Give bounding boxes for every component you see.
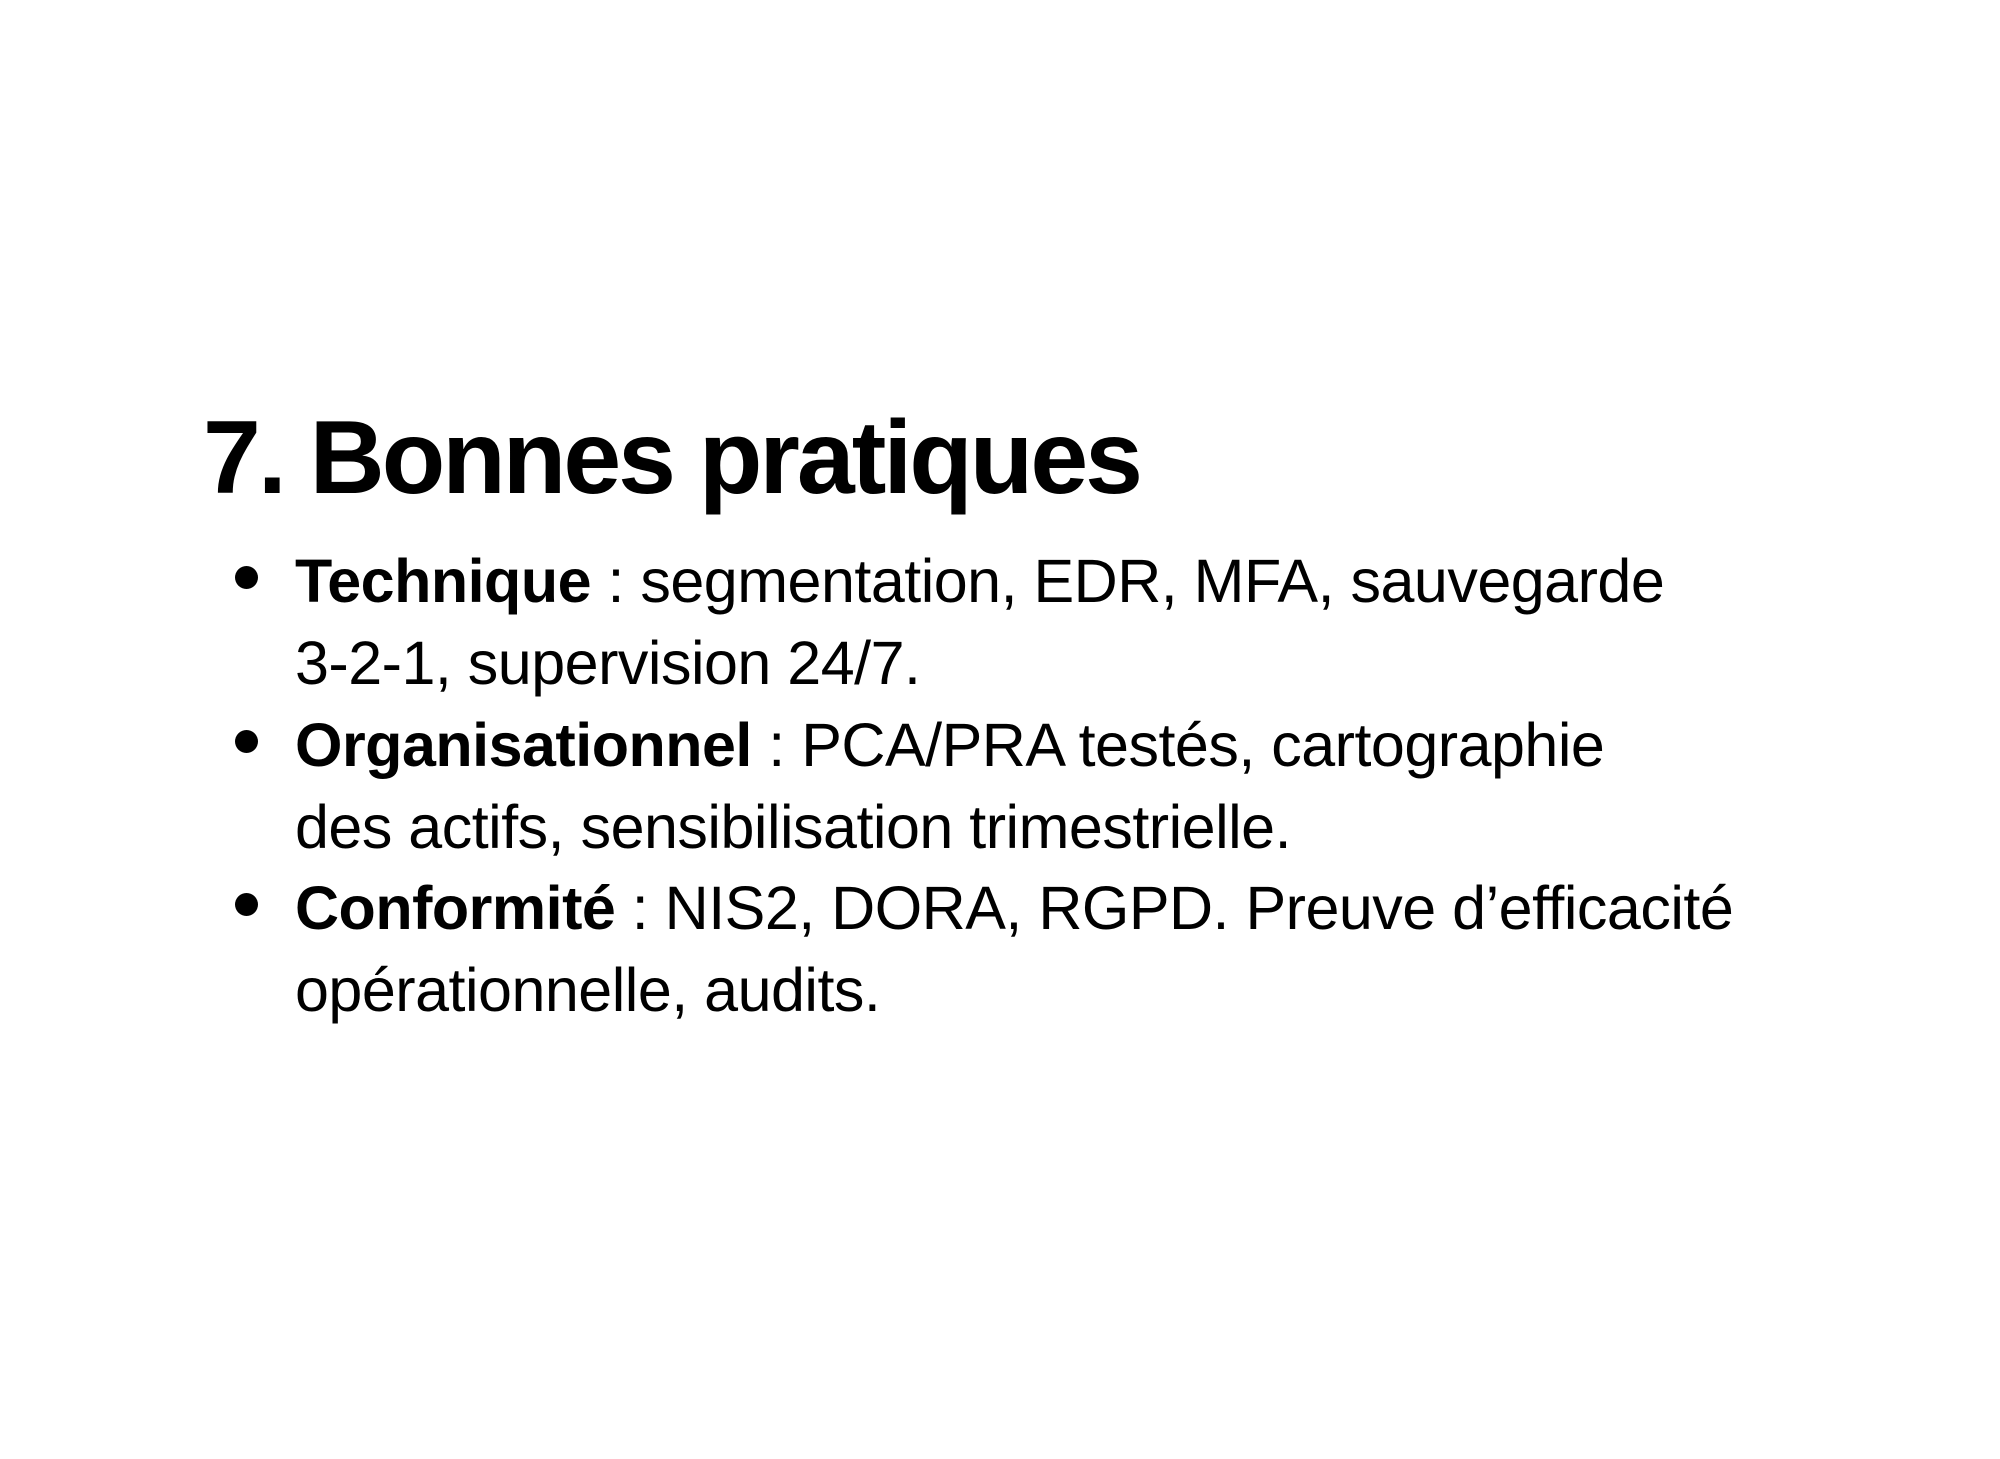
bullet-text: : segmentation, EDR, MFA, sauvegarde [591,547,1665,615]
bullet-text: : PCA/PRA testés, cartographie [751,711,1605,779]
bullet-text-continuation: opérationnelle, audits. [295,956,881,1024]
slide-title: 7. Bonnes pratiques [203,400,1140,516]
bullet-label: Conformité [295,874,616,942]
bullet-line [295,867,1733,949]
bullet-text-continuation: 3-2-1, supervision 24/7. [295,629,921,697]
bullet-label: Organisationnel [295,711,752,779]
bullet-label: Technique [295,547,592,615]
bullet-dot-icon [235,730,258,753]
bullet-line [295,540,1664,622]
bullet-dot-icon [235,893,258,916]
bullet-line [295,704,1604,786]
bullet-text: : NIS2, DORA, RGPD. Preuve d’efficacité [615,874,1734,942]
bullet-text-continuation: des actifs, sensibilisation trimestrielle. [295,793,1292,861]
bullet-dot-icon [235,566,258,589]
